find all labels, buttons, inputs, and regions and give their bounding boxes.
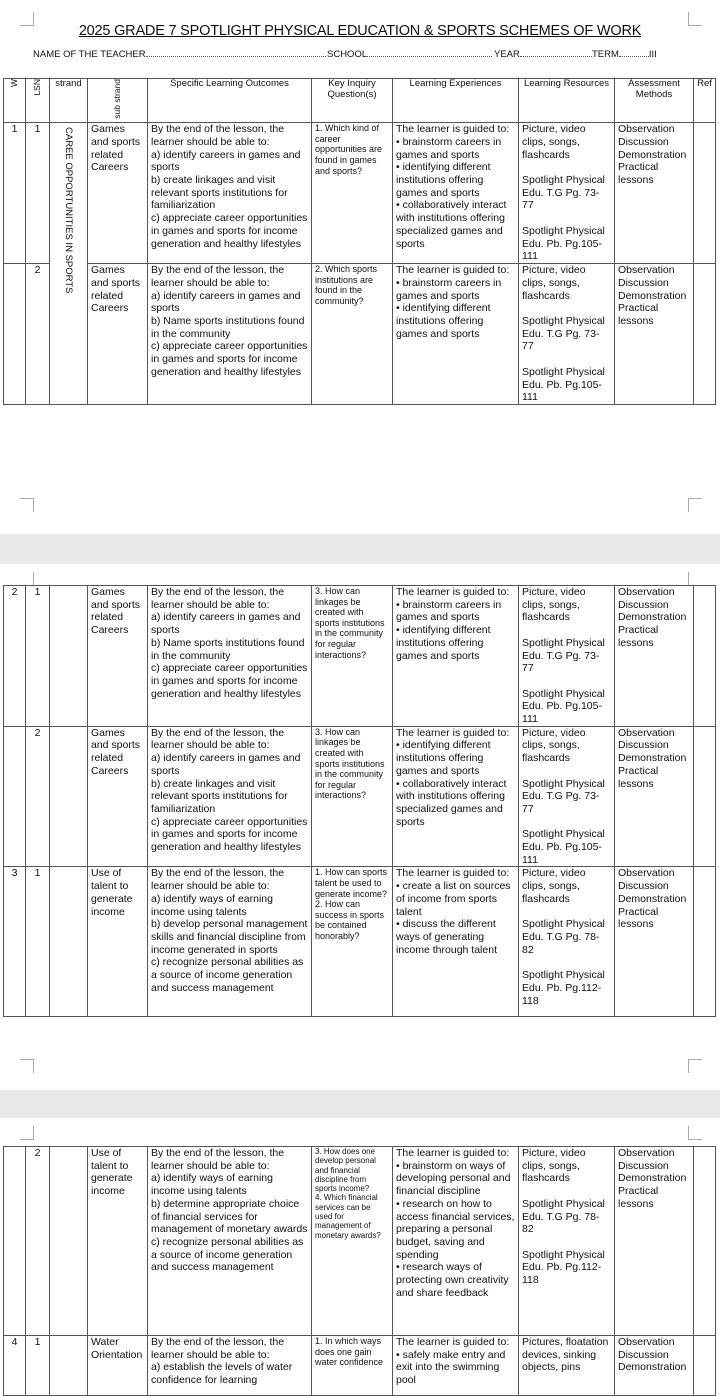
slo-cell: By the end of the lesson, the learner should be able to: a) identify careers in games and sports b) Name sports institutions found in the community c) appreciate career opportunities in games and sports for income generation and healthy lifestyles [148,586,312,727]
substrand-cell: Games and sports related Careers [88,586,148,727]
week-cell: 3 [4,867,26,1017]
slo-cell: By the end of the lesson, the learner should be able to: a) identify careers in games and sports b) create linkages and visit relevant sports institutions for familiarization c) appreciate career opportunities in games and sports for income generation and healthy lifestyles [148,123,312,264]
kiq-cell: 2. Which sports institutions are found in the community? [312,264,393,405]
slo-cell: By the end of the lesson, the learner should be able to: a) identify ways of earning income using talents b) determine appropriate choice of financial services for management of monetary awards c) recognize personal abilities as a source of income generation and success management [148,1147,312,1336]
lesson-cell: 1 [26,123,50,264]
crop-mark [688,572,702,586]
strand-cell [50,867,88,1017]
col-lesson: LSN [26,79,50,123]
table-row [4,264,716,405]
document-title: 2025 GRADE 7 SPOTLIGHT PHYSICAL EDUCATION & SPORTS SCHEMES OF WORK [78,23,642,39]
term-value: III [648,49,657,60]
week-cell: 4 [4,1336,26,1396]
ref-cell [694,264,716,405]
page-3 [0,1118,720,1387]
am-cell: Observation Discussion Demonstration Practical lessons [615,1147,694,1336]
slo-cell: By the end of the lesson, the learner should be able to: a) identify ways of earning income using talents b) develop personal management skills and financial discipline from income generated in sports c) recognize personal abilities as a source of income generation and success management [148,867,312,1017]
scheme-table-page-1 [3,78,716,405]
substrand-cell: Use of talent to generate income [88,1147,148,1336]
strand-cell [50,1147,88,1336]
col-am: Assessment Methods [615,79,694,123]
kiq-cell: 3. How does one develop personal and financial discipline from sports income? 4. Which financial services can be used for management of monetary awards? [312,1147,393,1336]
lesson-cell: 2 [26,1147,50,1336]
strand-cell [50,123,88,405]
lr-cell: Picture, video clips, songs, flashcards Spotlight Physical Edu. T.G Pg. 73-77 Spotlight Physical Edu. Pb. Pg.105-111 [519,726,615,867]
col-substrand: sub strand [88,79,148,123]
year-field [494,48,592,60]
scheme-table-page-3 [3,1146,716,1396]
strand-cell [50,726,88,867]
col-kiq: Key Inquiry Question(s) [312,79,393,123]
am-cell: Observation Discussion Demonstration Practical lessons [615,726,694,867]
year-label: YEAR [494,49,520,60]
school-label: SCHOOL [327,49,368,60]
col-week: W [4,79,26,123]
table-row [4,1147,716,1336]
page-2 [0,564,720,1090]
slo-cell: By the end of the lesson, the learner should be able to: a) establish the levels of water confidence for learning [148,1336,312,1396]
ref-cell [694,867,716,1017]
page-1 [0,0,720,534]
lesson-cell: 2 [26,264,50,405]
crop-mark [688,1059,702,1073]
ref-cell [694,1336,716,1396]
lesson-cell: 1 [26,1336,50,1396]
am-cell: Observation Discussion Demonstration Practical lessons [615,586,694,727]
ref-cell [694,1147,716,1336]
table-row [4,726,716,867]
table-row [4,1336,716,1396]
le-cell: The learner is guided to: • create a list on sources of income from sports talent • discuss the different ways of generating income through talent [393,867,519,1017]
week-cell: 1 [4,123,26,264]
crop-mark [688,1126,702,1140]
kiq-cell: 1. How can sports talent be used to generate income?2. How can success in sports be contained honorably? [312,867,393,1017]
crop-mark [20,498,34,512]
col-le: Learning Experiences [393,79,519,123]
lr-cell: Picture, video clips, songs, flashcards Spotlight Physical Edu. T.G Pg. 78-82 Spotlight Physical Edu. Pb. Pg.112-118 [519,1147,615,1336]
le-cell: The learner is guided to: • brainstorm careers in games and sports • identifying different institutions offering games and sports [393,586,519,727]
strand-cell [50,1336,88,1396]
crop-mark [688,498,702,512]
le-cell: The learner is guided to: • brainstorm careers in games and sports • identifying different institutions offering games and sports • collaboratively interact with institutions offering specialized games and sports [393,123,519,264]
week-cell [4,1147,26,1336]
strand-cell [50,586,88,727]
kiq-cell: 3. How can linkages be created with sports institutions in the community for regular interactions? [312,586,393,727]
lesson-cell: 2 [26,726,50,867]
table-row [4,123,716,264]
lesson-cell: 1 [26,586,50,727]
lr-cell: Picture, video clips, songs, flashcards Spotlight Physical Edu. T.G Pg. 73-77 Spotlight Physical Edu. Pb. Pg.105-111 [519,123,615,264]
ref-cell [694,726,716,867]
col-strand: strand [50,79,88,123]
lr-cell: Pictures, floatation devices, sinking objects, pins [519,1336,615,1396]
table-row [4,586,716,727]
le-cell: The learner is guided to: • brainstorm on ways of developing personal and financial discipline • research on how to access financial services, preparing a personal budget, saving and spending • research ways of protecting own creativity and share feedback [393,1147,519,1336]
substrand-cell: Use of talent to generate income [88,867,148,1017]
week-cell [4,726,26,867]
substrand-cell: Water Orientation [88,1336,148,1396]
school-field [327,48,492,60]
lr-cell: Picture, video clips, songs, flashcards Spotlight Physical Edu. T.G Pg. 78-82 Spotlight Physical Edu. Pb. Pg.112-118 [519,867,615,1017]
le-cell: The learner is guided to: • safely make entry and exit into the swimming pool [393,1336,519,1396]
col-ref: Ref [694,79,716,123]
crop-mark [20,1126,34,1140]
kiq-cell: 1. In which ways does one gain water confidence [312,1336,393,1396]
scheme-table-page-2 [3,585,716,1017]
kiq-cell: 1. Which kind of career opportunities are found in games and sports? [312,123,393,264]
substrand-cell: Games and sports related Careers [88,264,148,405]
teacher-name-field [33,48,326,60]
le-cell: The learner is guided to: • brainstorm careers in games and sports • identifying different institutions offering games and sports [393,264,519,405]
table-header-row [4,79,716,123]
page-gap [0,534,720,564]
lr-cell: Picture, video clips, songs, flashcards Spotlight Physical Edu. T.G Pg. 73-77 Spotlight Physical Edu. Pb. Pg.105-111 [519,586,615,727]
le-cell: The learner is guided to: • identifying different institutions offering games and sports • collaboratively interact with institutions offering specialized games and sports [393,726,519,867]
week-cell [4,264,26,405]
col-slo: Specific Learning Outcomes [148,79,312,123]
table-row [4,867,716,1017]
lr-cell: Picture, video clips, songs, flashcards Spotlight Physical Edu. T.G Pg. 73-77 Spotlight Physical Edu. Pb. Pg.105-111 [519,264,615,405]
slo-cell: By the end of the lesson, the learner should be able to: a) identify careers in games and sports b) Name sports institutions found in the community c) appreciate career opportunities in games and sports for income generation and healthy lifestyles [148,264,312,405]
ref-cell [694,586,716,727]
kiq-cell: 3. How can linkages be created with sports institutions in the community for regular interactions? [312,726,393,867]
teacher-label: NAME OF THE TEACHER [33,49,146,60]
substrand-cell: Games and sports related Careers [88,726,148,867]
substrand-cell: Games and sports related Careers [88,123,148,264]
term-field [592,48,657,60]
crop-mark [20,1059,34,1073]
slo-cell: By the end of the lesson, the learner should be able to: a) identify careers in games and sports b) create linkages and visit relevant sports institutions for familiarization c) appreciate career opportunities in games and sports for income generation and healthy lifestyles [148,726,312,867]
page-gap [0,1090,720,1118]
am-cell: Observation Discussion Demonstration Practical lessons [615,123,694,264]
lesson-cell: 1 [26,867,50,1017]
am-cell: Observation Discussion Demonstration Practical lessons [615,264,694,405]
crop-mark [20,572,34,586]
col-lr: Learning Resources [519,79,615,123]
strand-vertical-text: CAREE OPPORTUNITIES IN SPORTS [63,127,74,294]
ref-cell [694,123,716,264]
week-cell: 2 [4,586,26,727]
am-cell: Observation Discussion Demonstration [615,1336,694,1396]
term-label: TERM [592,49,619,60]
am-cell: Observation Discussion Demonstration Practical lessons [615,867,694,1017]
